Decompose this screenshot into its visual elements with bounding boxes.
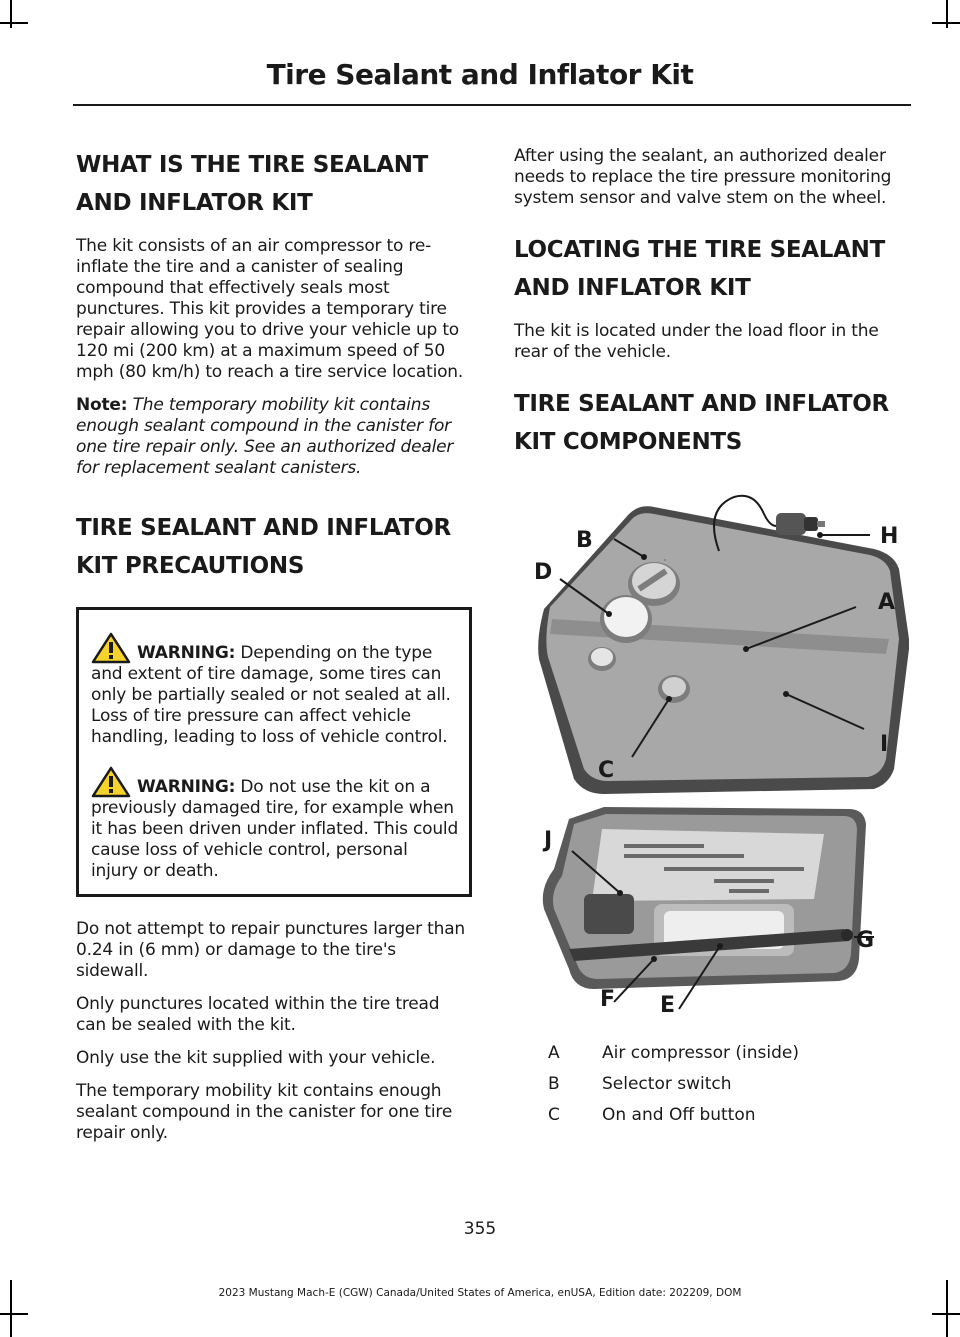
page-footer: 2023 Mustang Mach-E (CGW) Canada/United States of America, enUSA, Edition date: 202209, DOM [218, 1287, 742, 1299]
callout-h: H [880, 524, 899, 549]
section-heading-what-is: WHAT IS THE TIRE SEALANT AND INFLATOR KIT [76, 152, 429, 216]
callout-c: C [598, 758, 615, 783]
paragraph: Do not attempt to repair punctures larger than 0.24 in (6 mm) or damage to the tire's sidewall. [76, 919, 466, 981]
note-label: Note: [76, 395, 128, 415]
section-heading-components: TIRE SEALANT AND INFLATOR KIT COMPONENTS [514, 391, 889, 455]
intro-paragraph: After using the sealant, an authorized dealer needs to replace the tire pressure monitoring system sensor and valve stem on the wheel. [514, 146, 892, 208]
crop-mark [932, 1313, 960, 1315]
paragraph: Only punctures located within the tire tread can be sealed with the kit. [76, 994, 440, 1035]
compressor-unit [538, 496, 909, 794]
paragraph: Only use the kit supplied with your vehicle. [76, 1048, 436, 1068]
warning-label: WARNING: [137, 777, 236, 797]
warning-label: WARNING: [137, 643, 236, 663]
left-column [76, 146, 472, 1156]
legend-text: On and Off button [602, 1105, 756, 1125]
right-column [514, 146, 910, 1136]
warning-text: Do not use the kit on a previously damaged tire, for example when it has been driven under inflated. This could cause loss of vehicle control, personal injury or death. [91, 777, 459, 881]
callout-d: D [534, 560, 553, 585]
callout-a: A [878, 590, 896, 615]
warning-box [76, 607, 472, 897]
note-text: The temporary mobility kit contains enough sealant compound in the canister for one tire repair only. See an authorized dealer for replacement sealant canisters. [76, 395, 454, 478]
page-title: Tire Sealant and Inflator Kit [266, 58, 694, 91]
crop-mark [0, 1313, 28, 1315]
kit-components-illustration [514, 489, 910, 1019]
callout-g: G [856, 928, 875, 953]
callout-e: E [660, 993, 676, 1018]
note [76, 395, 472, 479]
callout-f: F [600, 987, 616, 1012]
paragraph: The temporary mobility kit contains enough sealant compound in the canister for one tire repair only. [76, 1081, 453, 1143]
section-heading-precautions: TIRE SEALANT AND INFLATOR KIT PRECAUTIONS [76, 515, 451, 579]
warning-triangle-icon [91, 632, 131, 664]
warning-triangle-icon [91, 766, 131, 798]
callout-i: I [880, 732, 889, 757]
legend-key: A [548, 1043, 560, 1063]
page-number: 355 [463, 1219, 497, 1239]
legend-text: Air compressor (inside) [602, 1043, 800, 1063]
power-plug-icon [776, 513, 825, 535]
crop-mark [0, 22, 28, 24]
sealant-tray [543, 807, 866, 989]
crop-mark [932, 22, 960, 24]
legend-key: B [548, 1074, 560, 1094]
callout-j: J [544, 828, 553, 853]
header-divider [73, 104, 911, 106]
warning-2 [91, 766, 459, 882]
legend-row [514, 1043, 910, 1064]
section-body: The kit is located under the load floor in the rear of the vehicle. [514, 321, 879, 362]
legend-text: Selector switch [602, 1074, 732, 1094]
legend-row [514, 1074, 910, 1095]
warning-text: Depending on the type and extent of tire damage, some tires can only be partially sealed or not sealed at all. Loss of tire pressure can affect vehicle handling, leading to loss of vehicle control. [91, 643, 451, 747]
legend-key: C [548, 1105, 560, 1125]
warning-1 [91, 632, 459, 748]
section-body: The kit consists of an air compressor to re-inflate the tire and a canister of sealing compound that effectively seals most punctures. This kit provides a temporary tire repair allowing you to drive your vehicle up to 120 mi (200 km) at a maximum speed of 50 mph (80 km/h) to reach a tire service location. [76, 236, 464, 382]
legend-row [514, 1105, 910, 1126]
callout-b: B [576, 528, 593, 553]
section-heading-locating: LOCATING THE TIRE SEALANT AND INFLATOR KIT [514, 237, 885, 301]
components-legend [514, 1043, 910, 1126]
